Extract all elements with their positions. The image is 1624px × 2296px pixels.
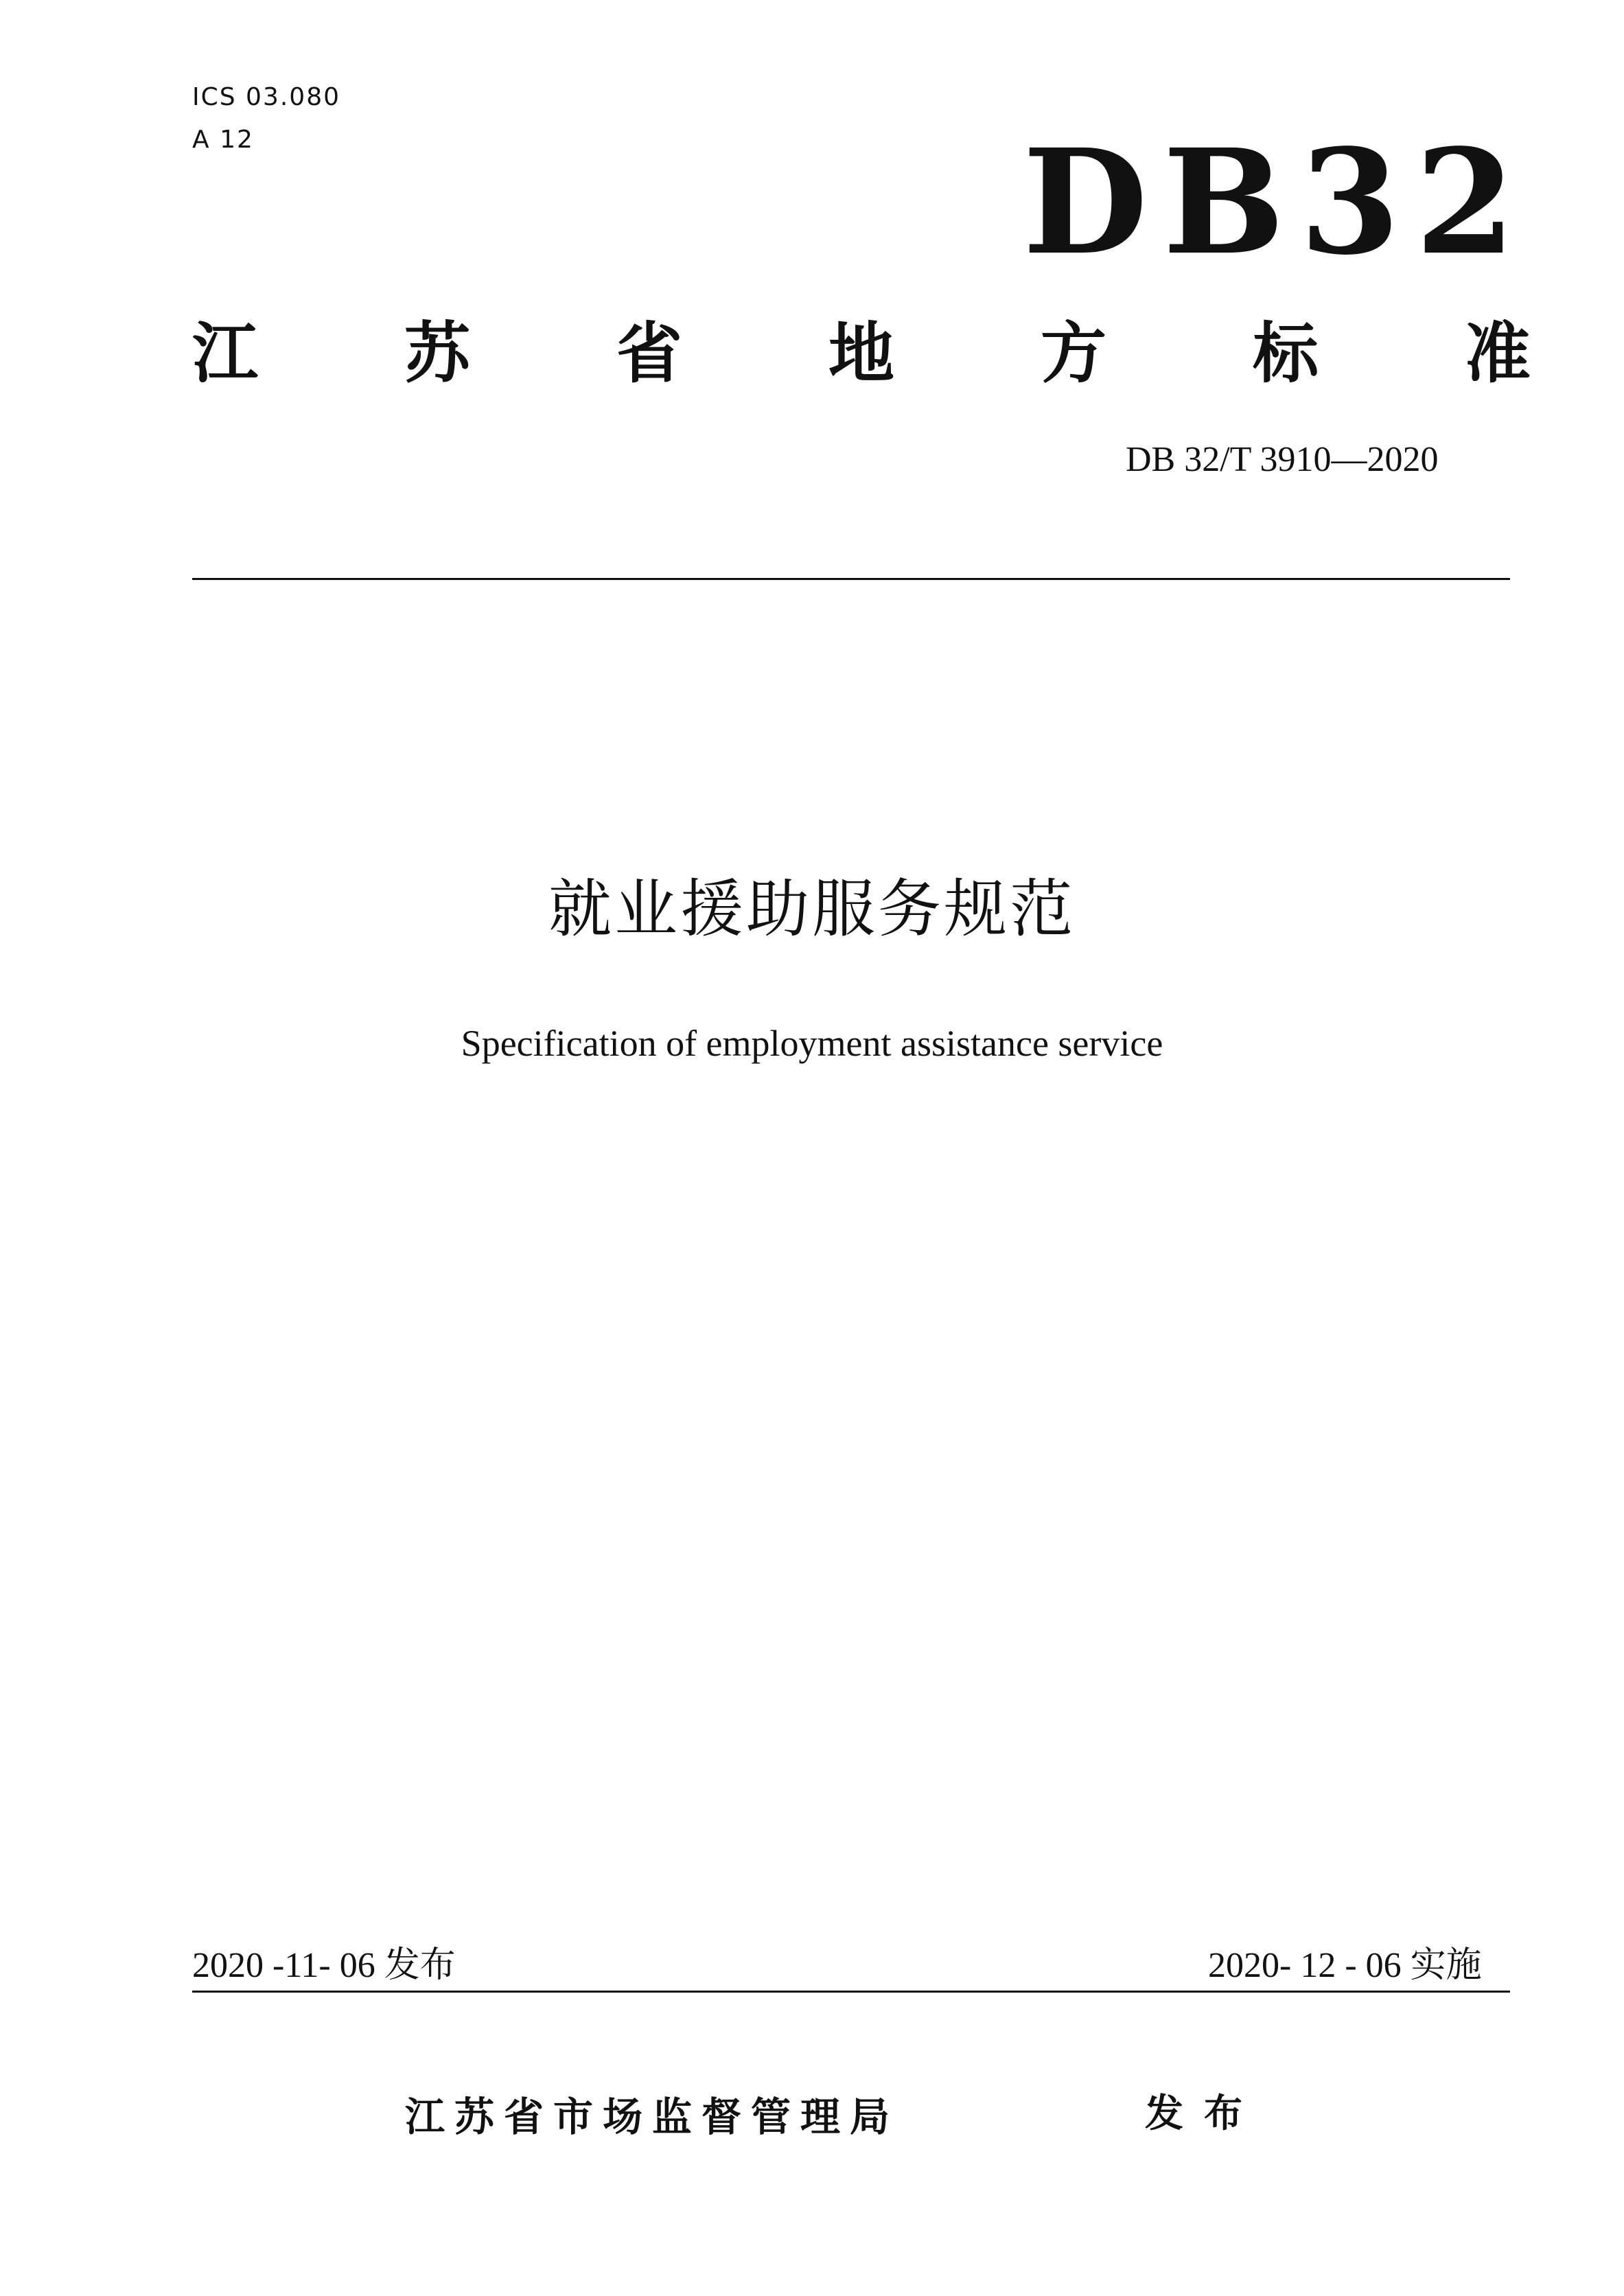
standard-type-char: 江 xyxy=(192,315,258,392)
standard-number: DB 32/T 3910—2020 xyxy=(1126,440,1439,479)
issue-date: 2020 -11- 06 发布 xyxy=(192,1946,456,1985)
implementation-date: 2020- 12 - 06 实施 xyxy=(1208,1946,1482,1985)
standard-type-char: 省 xyxy=(616,315,682,392)
classification-code: A 12 xyxy=(192,126,254,154)
standard-type-char: 准 xyxy=(1465,315,1531,392)
top-divider xyxy=(192,578,1510,580)
standard-type-char: 标 xyxy=(1253,315,1319,392)
db-mark: DB32 xyxy=(1023,117,1531,287)
title-chinese: 就业援助服务规范 xyxy=(548,872,1076,946)
standard-type-heading xyxy=(192,316,1531,391)
ics-code: ICS 03.080 xyxy=(192,83,341,111)
standard-type-char: 苏 xyxy=(404,315,470,392)
bottom-divider xyxy=(192,1991,1510,1993)
issuing-authority: 江苏省市场监督管理局 xyxy=(405,2094,900,2140)
publish-label: 发布 xyxy=(1145,2091,1263,2136)
standard-type-char: 地 xyxy=(828,315,894,392)
title-english: Specification of employment assistance service xyxy=(461,1023,1163,1064)
standard-type-char: 方 xyxy=(1041,315,1106,392)
